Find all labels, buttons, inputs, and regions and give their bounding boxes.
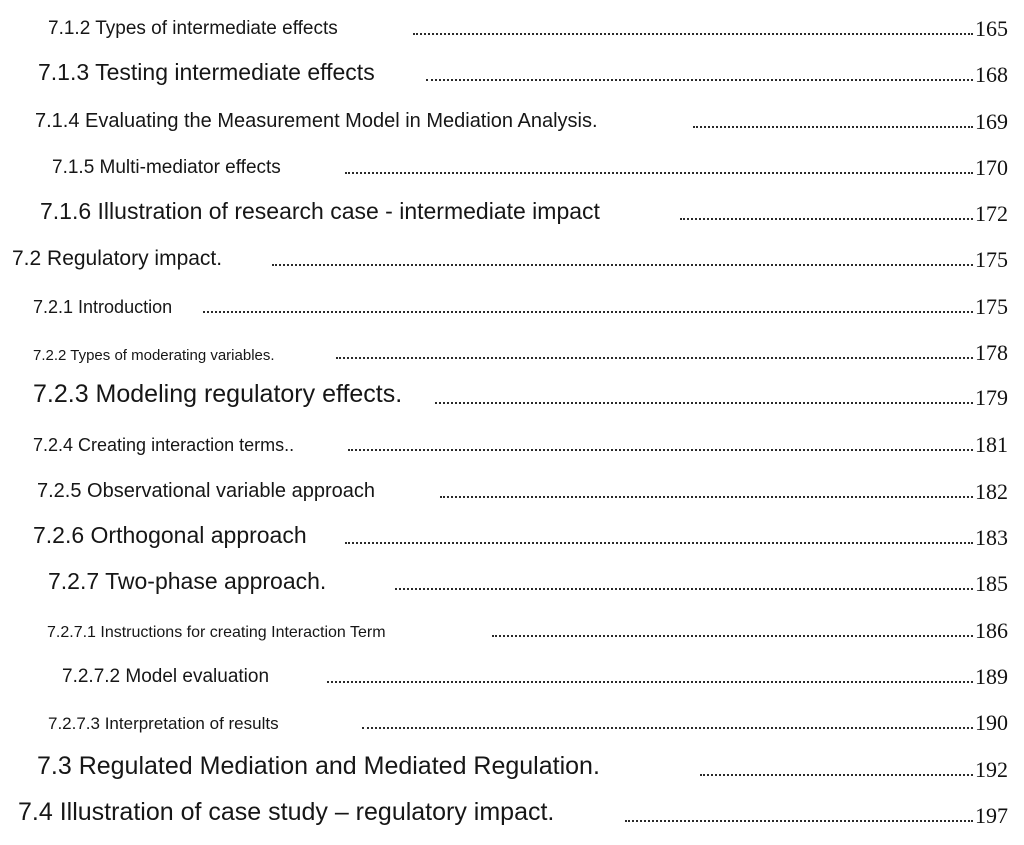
toc-entry-title: 7.2.6 Orthogonal approach <box>33 522 307 548</box>
dot-leader <box>413 33 973 35</box>
dot-leader <box>693 126 973 128</box>
toc-entry-title: 7.2.4 Creating interaction terms.. <box>33 435 295 455</box>
toc-entry[interactable] <box>0 523 1024 553</box>
dot-leader <box>435 402 973 404</box>
dot-leader <box>440 496 973 498</box>
toc-entry-title: 7.2.3 Modeling regulatory effects. <box>33 380 403 408</box>
toc-entry[interactable] <box>0 662 1024 692</box>
toc-entry-page: 169 <box>975 109 1008 134</box>
toc-entry-title: 7.2 Regulatory impact. <box>12 247 223 270</box>
dot-leader <box>426 79 973 81</box>
toc-entry-page: 185 <box>975 571 1008 596</box>
toc-entry-page: 175 <box>975 294 1008 319</box>
dot-leader <box>272 264 973 266</box>
dot-leader <box>395 588 973 590</box>
dot-leader <box>348 449 973 451</box>
dot-leader <box>362 727 973 729</box>
toc-entry[interactable] <box>0 708 1024 738</box>
toc-entry-page: 175 <box>975 247 1008 272</box>
toc-entry-title: 7.1.5 Multi-mediator effects <box>52 157 281 178</box>
toc-entry-title: 7.2.5 Observational variable approach <box>37 480 375 502</box>
toc-entry[interactable] <box>0 153 1024 183</box>
toc-entry-title: 7.2.7.3 Interpretation of results <box>48 714 279 733</box>
toc-entry-title: 7.2.7.1 Instructions for creating Interaction Term <box>47 624 386 641</box>
toc-entry[interactable] <box>0 798 1024 831</box>
toc-entry-page: 168 <box>975 62 1008 87</box>
toc-entry-page: 186 <box>975 618 1008 643</box>
dot-leader <box>680 218 973 220</box>
toc-entry-title: 7.3 Regulated Mediation and Mediated Regulation. <box>37 752 600 780</box>
toc-entry-page: 189 <box>975 664 1008 689</box>
toc-entry-page: 181 <box>975 432 1008 457</box>
dot-leader <box>492 635 973 637</box>
toc-entry-page: 165 <box>975 16 1008 41</box>
dot-leader <box>327 681 973 683</box>
toc-entry-title: 7.2.2 Types of moderating variables. <box>33 347 275 364</box>
toc-entry-title: 7.1.4 Evaluating the Measurement Model in Mediation Analysis. <box>35 110 598 132</box>
dot-leader <box>203 311 973 313</box>
toc-entry-title: 7.4 Illustration of case study – regulatory impact. <box>18 798 555 826</box>
toc-entry-page: 170 <box>975 155 1008 180</box>
toc-entry-title: 7.1.6 Illustration of research case - intermediate impact <box>40 198 600 224</box>
toc-entry[interactable] <box>0 107 1024 137</box>
toc-entry[interactable] <box>0 338 1024 368</box>
toc-entry-title: 7.1.2 Types of intermediate effects <box>48 18 338 39</box>
toc-entry-title: 7.2.7 Two-phase approach. <box>48 568 327 594</box>
dot-leader <box>345 542 973 544</box>
dot-leader <box>625 820 973 822</box>
toc-entry[interactable] <box>0 752 1024 785</box>
toc-entry[interactable] <box>0 292 1024 322</box>
toc-entry-page: 182 <box>975 479 1008 504</box>
dot-leader <box>700 774 973 776</box>
toc-entry[interactable] <box>0 569 1024 599</box>
toc-entry-title: 7.2.1 Introduction <box>33 297 173 317</box>
toc-entry-page: 183 <box>975 525 1008 550</box>
toc-entry-page: 190 <box>975 710 1008 735</box>
toc-entry[interactable] <box>0 60 1024 90</box>
toc-entry-page: 197 <box>975 803 1008 828</box>
toc-entry[interactable] <box>0 616 1024 646</box>
toc-entry[interactable] <box>0 245 1024 275</box>
toc-entry[interactable] <box>0 14 1024 44</box>
toc-entry-page: 192 <box>975 757 1008 782</box>
dot-leader <box>345 172 973 174</box>
toc-entry[interactable] <box>0 380 1024 413</box>
toc-entry-page: 172 <box>975 201 1008 226</box>
toc-entry[interactable] <box>0 199 1024 229</box>
toc-entry-page: 178 <box>975 340 1008 365</box>
toc-entry[interactable] <box>0 430 1024 460</box>
dot-leader <box>336 357 973 359</box>
toc-entry-page: 179 <box>975 385 1008 410</box>
toc-entry[interactable] <box>0 477 1024 507</box>
toc-entry-title: 7.1.3 Testing intermediate effects <box>38 59 375 85</box>
toc-entry-title: 7.2.7.2 Model evaluation <box>62 666 270 687</box>
